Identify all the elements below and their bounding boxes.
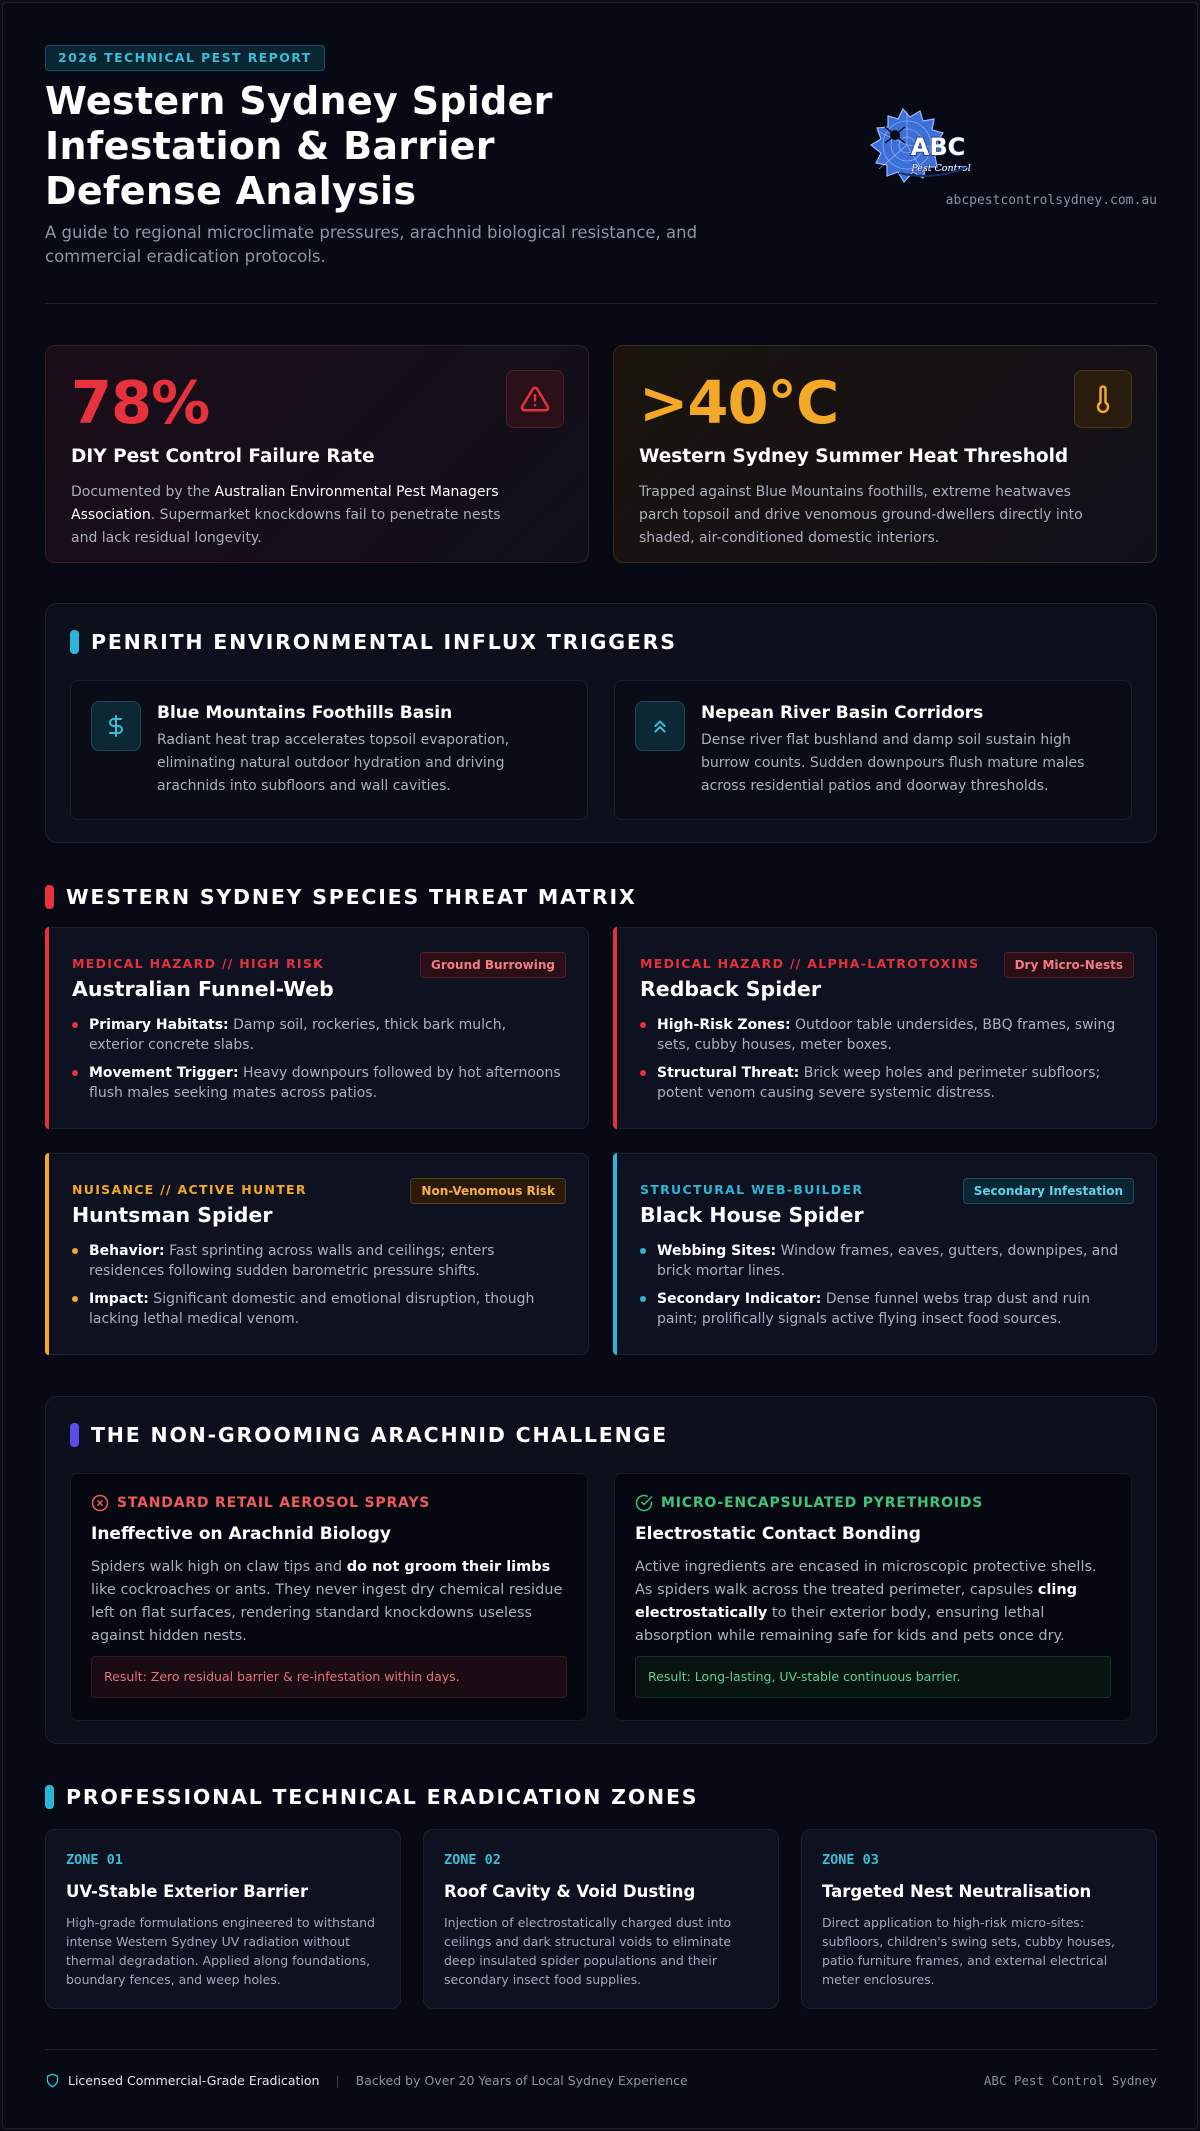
trigger-card-nepean-river [614, 680, 1132, 820]
zone-card-03 [801, 1829, 1157, 2009]
trigger-description: Radiant heat trap accelerates topsoil evaporation, eliminating natural outdoor hydration and driving arachnids into subfloors and wall cavities. [157, 732, 510, 794]
challenge-card-pyrethroids [614, 1473, 1132, 1721]
challenge-description: Active ingredients are encased in microscopic protective shells. As spiders walk across the treated perimeter, capsules cling electrostatically to their exterior body, ensuring lethal absorption while remaining safe for kids and pets once dry. [635, 1559, 1097, 1644]
zone-title: UV-Stable Exterior Barrier [66, 1882, 309, 1901]
species-points [72, 1015, 564, 1103]
check-circle-icon [635, 1494, 653, 1512]
dollar-icon [91, 701, 141, 751]
challenge-title: Ineffective on Arachnid Biology [91, 1524, 391, 1544]
svg-text:ABC: ABC [910, 133, 966, 161]
thermometer-icon [1074, 370, 1132, 428]
report-tag: 2026 TECHNICAL PEST REPORT [45, 45, 325, 71]
species-badge: Ground Burrowing [420, 952, 566, 978]
double-chevron-up-icon [635, 701, 685, 751]
species-card-funnel-web [45, 927, 589, 1129]
stat-description: Documented by the Australian Environmental Pest Managers Association. Supermarket knockdowns fail to penetrate nests and lack residual longevity. [71, 484, 501, 546]
trigger-description: Dense river flat bushland and damp soil sustain high burrow counts. Sudden downpours flush mature males across residential patios and doorway thresholds. [701, 732, 1085, 794]
footer-license-text: Licensed Commercial-Grade Eradication [68, 2073, 320, 2088]
footer-left [45, 2073, 688, 2088]
species-kicker: STRUCTURAL WEB-BUILDER [640, 1182, 864, 1197]
challenge-title: Electrostatic Contact Bonding [635, 1524, 921, 1544]
influx-triggers-panel [45, 603, 1157, 843]
species-card-huntsman [45, 1153, 589, 1355]
section-heading [70, 630, 677, 654]
species-name: Redback Spider [640, 977, 821, 1001]
page [2, 2, 1198, 2129]
zone-card-02 [423, 1829, 779, 2009]
zone-description: Injection of electrostatically charged dust into ceilings and dark structural voids to eliminate deep insulated spider populations and their secondary insect food supplies. [444, 1915, 732, 1987]
section-accent-bar [45, 885, 54, 909]
species-card-redback [613, 927, 1157, 1129]
trigger-title: Blue Mountains Foothills Basin [157, 703, 453, 723]
list-item: High-Risk Zones: Outdoor table undersides, BBQ frames, swing sets, cubby houses, meter boxes. [640, 1015, 1132, 1055]
svg-text:Pest Control: Pest Control [911, 163, 971, 174]
trigger-card-blue-mountains [70, 680, 588, 820]
list-item: Structural Threat: Brick weep holes and perimeter subfloors; potent venom causing severe systemic distress. [640, 1063, 1132, 1103]
list-item: Webbing Sites: Window frames, eaves, gutters, downpipes, and brick mortar lines. [640, 1241, 1132, 1281]
list-item: Impact: Significant domestic and emotional disruption, though lacking lethal medical venom. [72, 1289, 564, 1329]
list-item: Movement Trigger: Heavy downpours followed by hot afternoons flush males seeking mates across patios. [72, 1063, 564, 1103]
stat-card-heat-threshold [613, 345, 1157, 563]
challenge-result: Result: Zero residual barrier & re-infestation within days. [91, 1656, 567, 1698]
warning-triangle-icon [506, 370, 564, 428]
zone-title: Roof Cavity & Void Dusting [444, 1882, 696, 1901]
species-name: Huntsman Spider [72, 1203, 273, 1227]
species-kicker: MEDICAL HAZARD // ALPHA-LATROTOXINS [640, 956, 980, 971]
stat-title: Western Sydney Summer Heat Threshold [639, 446, 1069, 467]
species-section-heading [45, 885, 637, 909]
page-subtitle: A guide to regional microclimate pressures, arachnid biological resistance, and commercial eradication protocols. [45, 223, 698, 266]
trigger-title: Nepean River Basin Corridors [701, 703, 984, 723]
species-kicker: NUISANCE // ACTIVE HUNTER [72, 1182, 307, 1197]
section-heading-text: WESTERN SYDNEY SPECIES THREAT MATRIX [66, 885, 637, 909]
stat-card-diy-failure [45, 345, 589, 563]
stat-value: 78% [71, 368, 210, 437]
species-name: Australian Funnel-Web [72, 977, 334, 1001]
species-kicker: MEDICAL HAZARD // HIGH RISK [72, 956, 325, 971]
section-accent-bar [70, 630, 79, 654]
challenge-card-retail-sprays [70, 1473, 588, 1721]
non-grooming-challenge-panel [45, 1396, 1157, 1744]
species-points [72, 1241, 564, 1329]
page-title: Western Sydney Spider Infestation & Barrier Defense Analysis [45, 79, 553, 213]
zones-section-heading [45, 1785, 698, 1809]
challenge-description: Spiders walk high on claw tips and do not groom their limbs like cockroaches or ants. They never ingest dry chemical residue left on flat surfaces, rendering standard knockdowns useless against hidden nests. [91, 1559, 563, 1644]
zone-number: ZONE 03 [822, 1852, 879, 1868]
stat-title: DIY Pest Control Failure Rate [71, 446, 375, 467]
species-badge: Non-Venomous Risk [410, 1178, 566, 1204]
challenge-result: Result: Long-lasting, UV-stable continuous barrier. [635, 1656, 1111, 1698]
list-item: Behavior: Fast sprinting across walls and ceilings; enters residences following sudden barometric pressure shifts. [72, 1241, 564, 1281]
species-name: Black House Spider [640, 1203, 864, 1227]
challenge-kicker: MICRO-ENCAPSULATED PYRETHROIDS [635, 1494, 1111, 1512]
x-circle-icon [91, 1494, 109, 1512]
footer-divider [45, 2049, 1157, 2050]
zone-number: ZONE 02 [444, 1852, 501, 1868]
zone-title: Targeted Nest Neutralisation [822, 1882, 1092, 1901]
zone-number: ZONE 01 [66, 1852, 123, 1868]
section-heading-text: THE NON-GROOMING ARACHNID CHALLENGE [91, 1423, 668, 1447]
section-accent-bar [70, 1423, 79, 1447]
section-heading-text: PROFESSIONAL TECHNICAL ERADICATION ZONES [66, 1785, 699, 1809]
species-card-black-house [613, 1153, 1157, 1355]
list-item: Secondary Indicator: Dense funnel webs trap dust and ruin paint; prolifically signals active flying insect food sources. [640, 1289, 1132, 1329]
challenge-kicker: STANDARD RETAIL AEROSOL SPRAYS [91, 1494, 567, 1512]
section-heading [70, 1423, 668, 1447]
zone-description: High-grade formulations engineered to withstand intense Western Sydney UV radiation without thermal degradation. Applied along foundations, boundary fences, and weep holes. [66, 1915, 375, 1987]
shield-icon [45, 2073, 60, 2088]
list-item: Primary Habitats: Damp soil, rockeries, thick bark mulch, exterior concrete slabs. [72, 1015, 564, 1055]
company-logo [865, 107, 975, 187]
stat-description: Trapped against Blue Mountains foothills, extreme heatwaves parch topsoil and drive venomous ground-dwellers directly into shaded, air-conditioned domestic interiors. [639, 484, 1083, 546]
zone-description: Direct application to high-risk micro-sites: subfloors, children's swing sets, cubby houses, patio furniture frames, and external electrical meter enclosures. [822, 1915, 1116, 1987]
stat-value: >40°C [639, 368, 839, 437]
footer-experience-text: Backed by Over 20 Years of Local Sydney Experience [355, 2073, 688, 2088]
species-points [640, 1241, 1132, 1329]
section-heading-text: PENRITH ENVIRONMENTAL INFLUX TRIGGERS [91, 630, 677, 654]
zone-card-01 [45, 1829, 401, 2009]
website-domain[interactable]: abcpestcontrolsydney.com.au [945, 193, 1157, 208]
footer-separator: | [335, 2073, 340, 2088]
species-points [640, 1015, 1132, 1103]
section-accent-bar [45, 1785, 54, 1809]
footer-brand: ABC Pest Control Sydney [983, 2073, 1157, 2088]
header-divider [45, 303, 1157, 304]
species-badge: Dry Micro-Nests [1004, 952, 1134, 978]
species-badge: Secondary Infestation [963, 1178, 1134, 1204]
